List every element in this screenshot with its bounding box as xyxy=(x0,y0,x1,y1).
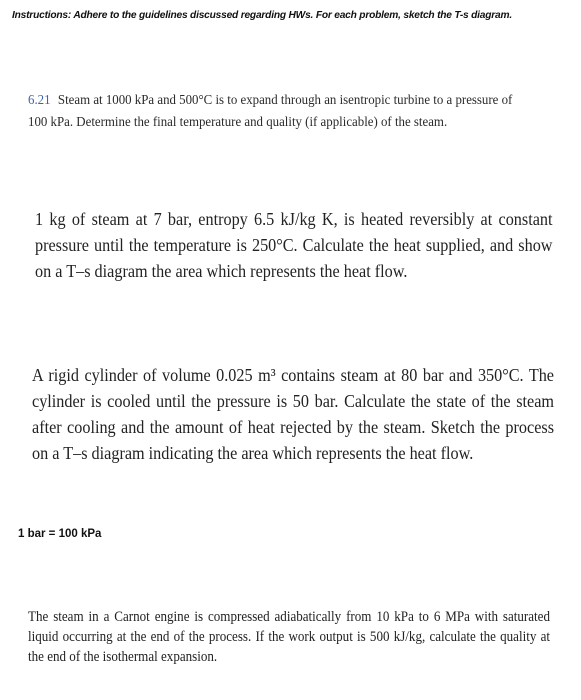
problem-steam-heating: 1 kg of steam at 7 bar, entropy 6.5 kJ/kg K, is heated reversibly at constant pressure until the temperature is 250°C. Calculate the heat supplied, and show on a T–s diagram the area which represents the heat flow. xyxy=(35,209,553,281)
problem-text: Steam at 1000 kPa and 500°C is to expand through an isentropic turbine to a pressure of 100 kPa. Determine the final temperature and quality (if applicable) of the steam. xyxy=(28,93,513,130)
problem-number: 6.21 xyxy=(28,93,51,108)
problem-carnot-engine: The steam in a Carnot engine is compressed adiabatically from 10 kPa to 6 MPa with saturated liquid occurring at the end of the process. If the work output is 500 kJ/kg, calculate the quality at the end of the isothermal expansion. xyxy=(28,609,550,665)
problem-6-21 xyxy=(28,90,525,134)
unit-conversion-note: 1 bar = 100 kPa xyxy=(18,528,102,540)
instructions-heading: Instructions: Adhere to the guidelines discussed regarding HWs. For each problem, sketch the T-s diagram. xyxy=(12,10,512,21)
problem-rigid-cylinder: A rigid cylinder of volume 0.025 m³ contains steam at 80 bar and 350°C. The cylinder is cooled until the pressure is 50 bar. Calculate the state of the steam after cooling and the amount of heat rejected by the steam. Sketch the process on a T–s diagram indicating the area which represents the heat flow. xyxy=(32,365,554,463)
